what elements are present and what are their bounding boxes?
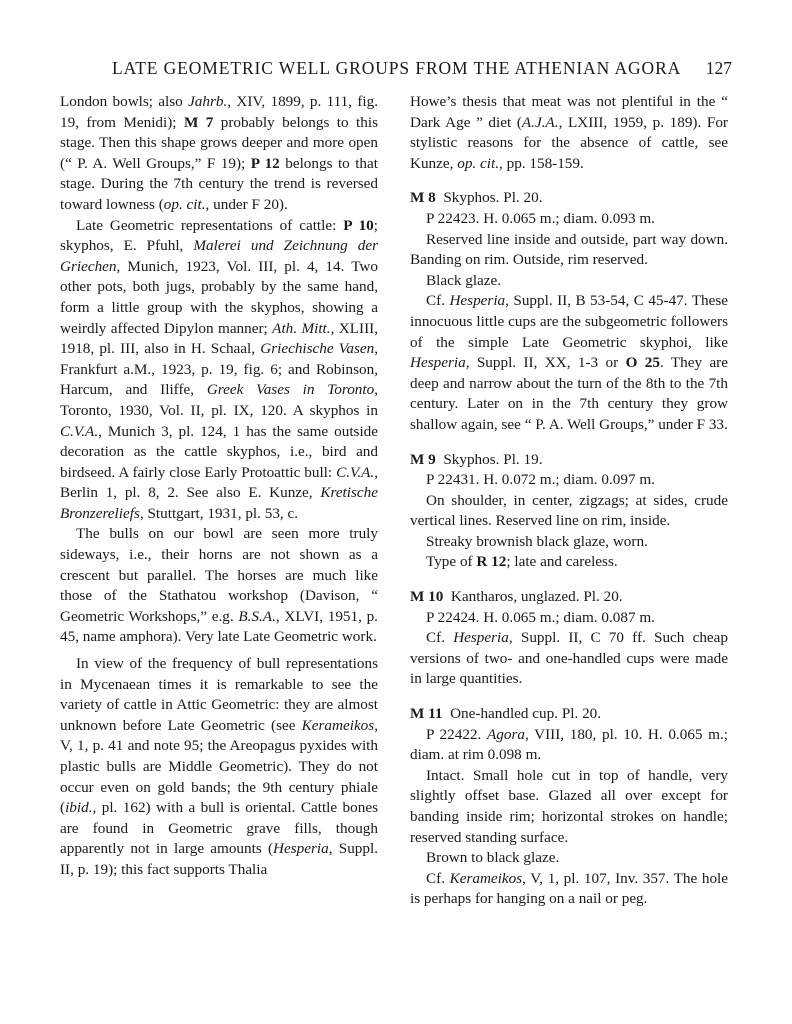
entry-comparanda: Cf. Hesperia, Suppl. II, C 70 ff. Such cheap versions of two- and one-handled cups were made in large quantities. (410, 629, 728, 688)
entry-type: Type of R 12; late and careless. (426, 553, 618, 571)
paragraph: In view of the frequency of bull representations in Mycenaean times it is remarkable to see the variety of cattle in Attic Geometric: they are almost unknown before Late Geometric (see Kerameikos, V, 1, p. 41 and note 95; the Areopagus pyxides with plastic bulls are Middle Geometric). They do not occur even on gold bands; the 9th century phiale (ibid., pl. 162) with a bull is oriental. Cattle bones are found in Geometric grave fills, though apparently not in large amounts (Hesperia, Suppl. II, p. 19); this fact supports Thalia (60, 655, 378, 878)
paragraph: Late Geometric representations of cattle: P 10; skyphos, E. Pfuhl, Malerei und Zeichnung der Griechen, Munich, 1923, Vol. III, pl. 4, 14. Two other pots, both jugs, probably by the same hand, form a little group with the skyphos, showing a weirdly affected Dipylon manner; Ath. Mitt., XLIII, 1918, pl. III, also in H. Schaal, Griechische Vasen, Frankfurt a.M., 1923, p. 19, fig. 6; and Robinson, Harcum, and Iliffe, Greek Vases in Toronto, Toronto, 1930, Vol. II, pl. IX, 120. A skyphos in C.V.A., Munich 3, pl. 124, 1 has the same outside decoration as the cattle skyphos, i.e., bird and birdseed. A fairly close Early Protoattic bull: C.V.A., Berlin 1, pl. 8, 2. See also E. Kunze, Kretische Bronzereliefs, Stuttgart, 1931, pl. 53, c. (60, 216, 379, 522)
running-header (60, 56, 732, 82)
entry-description: On shoulder, in center, zigzags; at sides, crude vertical lines. Reserved line on rim, inside. (410, 491, 728, 530)
catalogue-entry-m9 (410, 450, 728, 574)
running-title: LATE GEOMETRIC WELL GROUPS FROM THE ATHENIAN AGORA (112, 58, 682, 78)
entry-measurements: P 22422. Agora, VIII, 180, pl. 10. H. 0.065 m.; diam. at rim 0.098 m. (410, 725, 728, 764)
entry-description: Reserved line inside and outside, part way down. Banding on rim. Outside, rim reserved. (410, 230, 728, 269)
entry-measurements: P 22423. H. 0.065 m.; diam. 0.093 m. (426, 209, 655, 227)
entry-measurements: P 22431. H. 0.072 m.; diam. 0.097 m. (426, 471, 655, 489)
catalogue-entry-m11 (410, 704, 728, 910)
entry-heading: M 10 Kantharos, unglazed. Pl. 20. (410, 588, 623, 606)
page-number: 127 (705, 58, 732, 78)
catalogue-entry-m10 (410, 587, 728, 690)
entry-heading: M 8 Skyphos. Pl. 20. (410, 189, 543, 207)
entry-comparanda: Cf. Kerameikos, V, 1, pl. 107, Inv. 357. The hole is perhaps for hanging on a nail or peg. (410, 869, 729, 908)
entry-heading: M 9 Skyphos. Pl. 19. (410, 450, 543, 468)
left-column (60, 92, 378, 881)
entry-glaze: Brown to black glaze. (426, 849, 560, 867)
entry-glaze: Streaky brownish black glaze, worn. (426, 532, 648, 550)
paragraph: The bulls on our bowl are seen more truly sideways, i.e., their horns are not shown as a crescent but parallel. The horses are much like those of the Stathatou workshop (Davison, “ Geometric Workshops,” e.g. B.S.A., XLVI, 1951, p. 45, name amphora). Very late Late Geometric work. (60, 525, 378, 646)
entry-heading: M 11 One-handled cup. Pl. 20. (410, 705, 602, 723)
right-column (410, 92, 728, 910)
catalogue-entry-m8 (410, 188, 728, 435)
entry-measurements: P 22424. H. 0.065 m.; diam. 0.087 m. (426, 608, 655, 626)
paragraph: Howe’s thesis that meat was not plentiful in the “ Dark Age ” diet (A.J.A., LXIII, 1959, p. 189). For stylistic reasons for the absence of cattle, see Kunze, op. cit., pp. 158-159. (410, 93, 728, 172)
entry-description: Intact. Small hole cut in top of handle, very slightly offset base. Glazed all over except for banding inside rim; horizontal strokes on handle; reserved standing surface. (410, 766, 728, 846)
entry-glaze: Black glaze. (426, 271, 502, 289)
paragraph: London bowls; also Jahrb., XIV, 1899, p. 111, fig. 19, from Menidi); M 7 probably belongs to this stage. Then this shape grows deeper and more open (“ P. A. Well Groups,” F 19); P 12 belongs to that stage. During the 7th century the trend is reversed toward lowness (op. cit., under F 20). (60, 93, 379, 213)
entry-comparanda: Cf. Hesperia, Suppl. II, B 53-54, C 45-47. These innocuous little cups are the subgeometric followers of the simple Late Geometric skyphoi, like Hesperia, Suppl. II, XX, 1-3 or O 25. They are deep and narrow about the turn of the 8th to the 7th century. Later on in the 7th century they grow shallow again, see “ P. A. Well Groups,” under F 33. (410, 292, 729, 433)
